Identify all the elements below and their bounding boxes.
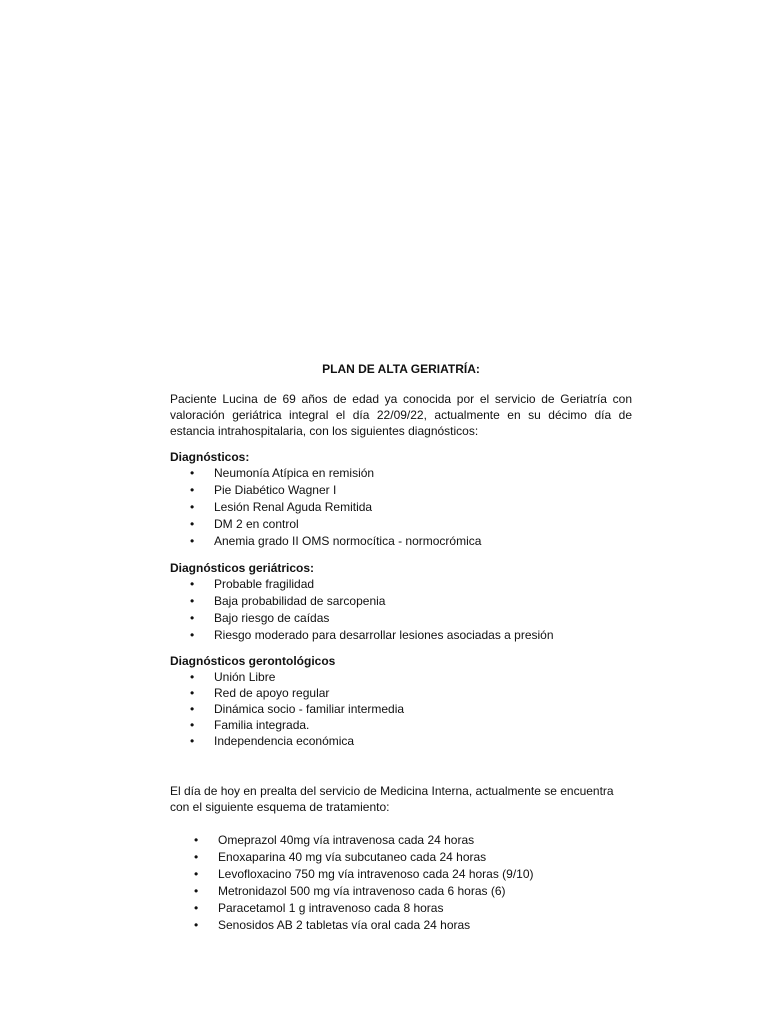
geriatricos-list xyxy=(170,576,632,644)
list-item: • Probable fragilidad xyxy=(190,577,315,591)
gerontologicos-heading: Diagnósticos gerontológicos xyxy=(170,654,336,668)
tratamiento-list xyxy=(170,832,632,934)
list-item: • Baja probabilidad de sarcopenia xyxy=(190,594,386,608)
list-item: • Levofloxacino 750 mg vía intravenoso cada 24 horas (9/10) xyxy=(194,867,534,881)
bullet-icon: • xyxy=(194,850,199,864)
intro-paragraph: Paciente Lucina de 69 años de edad ya conocida por el servicio de Geriatría con valoración geriátrica integral el día 22/09/22, actualmente en su décimo día de estancia intrahospitalaria, con los siguientes diagnósticos: xyxy=(170,392,632,438)
bullet-icon: • xyxy=(194,833,199,847)
prealta-paragraph: El día de hoy en prealta del servicio de Medicina Interna, actualmente se encuentra con el siguiente esquema de tratamiento: xyxy=(170,784,614,814)
bullet-icon: • xyxy=(190,483,195,497)
bullet-icon: • xyxy=(190,734,195,748)
list-item: • Enoxaparina 40 mg vía subcutaneo cada 24 horas xyxy=(194,850,487,864)
bullet-icon: • xyxy=(190,670,195,684)
list-item: • Pie Diabético Wagner I xyxy=(190,483,337,497)
bullet-icon: • xyxy=(194,884,199,898)
diagnosticos-heading: Diagnósticos: xyxy=(170,450,250,464)
bullet-icon: • xyxy=(190,466,195,480)
list-item: • Familia integrada. xyxy=(190,718,310,732)
bullet-icon: • xyxy=(190,500,195,514)
list-item: • Lesión Renal Aguda Remitida xyxy=(190,500,373,514)
bullet-icon: • xyxy=(194,867,199,881)
list-item: • Riesgo moderado para desarrollar lesiones asociadas a presión xyxy=(190,628,554,642)
gerontologicos-section xyxy=(170,653,632,749)
bullet-icon: • xyxy=(190,534,195,548)
bullet-icon: • xyxy=(194,918,199,932)
diagnosticos-list xyxy=(170,465,632,550)
list-item: • Metronidazol 500 mg vía intravenoso cada 6 horas (6) xyxy=(194,884,506,898)
list-item: • Anemia grado II OMS normocítica - normocrómica xyxy=(190,534,482,548)
document-title: PLAN DE ALTA GERIATRÍA: xyxy=(322,362,480,376)
bullet-icon: • xyxy=(190,628,195,642)
list-item: • Neumonía Atípica en remisión xyxy=(190,466,375,480)
bullet-icon: • xyxy=(190,702,195,716)
bullet-icon: • xyxy=(190,686,195,700)
list-item: • Omeprazol 40mg vía intravenosa cada 24 horas xyxy=(194,833,475,847)
list-item: • Dinámica socio - familiar intermedia xyxy=(190,702,405,716)
list-item: • DM 2 en control xyxy=(190,517,299,531)
list-item: • Senosidos AB 2 tabletas vía oral cada 24 horas xyxy=(194,918,471,932)
bullet-icon: • xyxy=(190,611,195,625)
list-item: • Bajo riesgo de caídas xyxy=(190,611,330,625)
list-item: • Red de apoyo regular xyxy=(190,686,330,700)
bullet-icon: • xyxy=(190,718,195,732)
bullet-icon: • xyxy=(190,577,195,591)
geriatricos-heading: Diagnósticos geriátricos: xyxy=(170,561,315,575)
bullet-icon: • xyxy=(194,901,199,915)
list-item: • Paracetamol 1 g intravenoso cada 8 horas xyxy=(194,901,444,915)
bullet-icon: • xyxy=(190,517,195,531)
list-item: • Independencia económica xyxy=(190,734,355,748)
list-item: • Unión Libre xyxy=(190,670,276,684)
document-page xyxy=(170,362,632,934)
geriatricos-section xyxy=(170,560,632,644)
bullet-icon: • xyxy=(190,594,195,608)
diagnosticos-section xyxy=(170,449,632,550)
gerontologicos-list xyxy=(170,669,632,749)
